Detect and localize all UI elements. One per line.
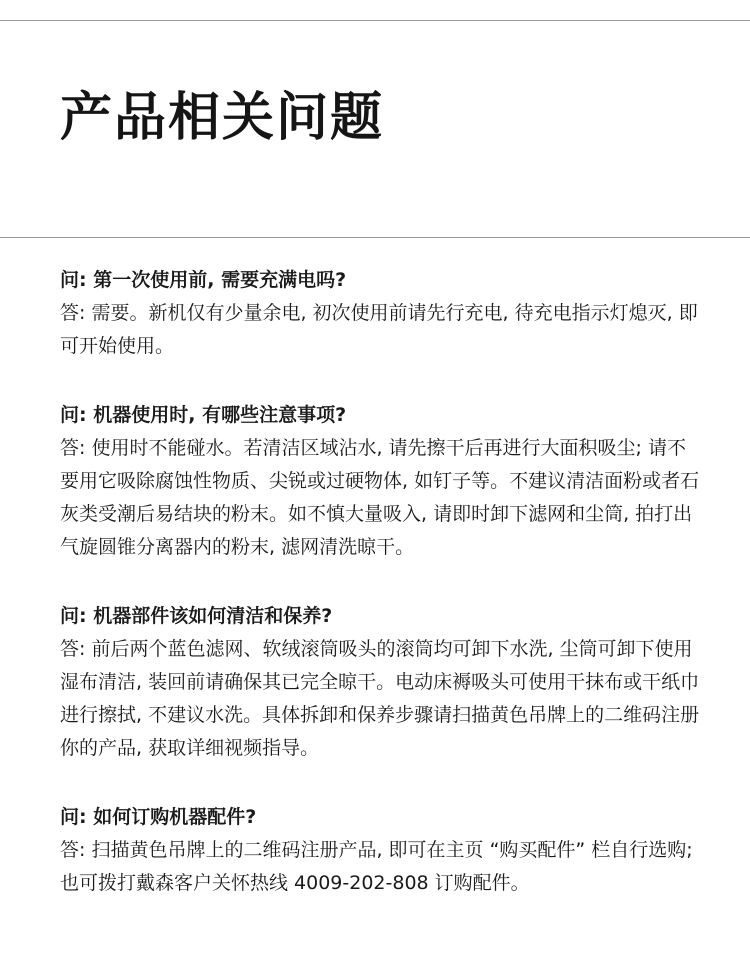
faq-question	[60, 264, 700, 297]
answer-prefix: 答:	[60, 302, 86, 324]
faq-question	[60, 399, 700, 432]
faq-item	[60, 264, 700, 363]
faq-answer	[60, 432, 700, 564]
question-text: 如何订购机器配件?	[93, 806, 257, 828]
faq-answer	[60, 834, 700, 900]
answer-text: 扫描黄色吊牌上的二维码注册产品, 即可在主页 “购买配件” 栏自行选购; 也可拨打戴森客户关怀热线 4009-202-808 订购配件。	[60, 839, 693, 894]
question-prefix: 问:	[60, 404, 87, 426]
answer-text: 需要。新机仅有少量余电, 初次使用前请先行充电, 待充电指示灯熄灭, 即可开始使用。	[60, 302, 698, 357]
question-prefix: 问:	[60, 806, 87, 828]
answer-text: 使用时不能碰水。若清洁区域沾水, 请先擦干后再进行大面积吸尘; 请不要用它吸除腐蚀性物质、尖锐或过硬物体, 如钉子等。不建议清洁面粉或者石灰类受潮后易结块的粉末。如不慎大量吸入, 请即时卸下滤网和尘筒, 拍打出气旋圆锥分离器内的粉末, 滤网清洗晾干。	[60, 437, 700, 558]
faq-question	[60, 801, 700, 834]
answer-prefix: 答:	[60, 437, 86, 459]
answer-text: 前后两个蓝色滤网、软绒滚筒吸头的滚筒均可卸下水洗, 尘筒可卸下使用湿布清洁, 装回前请确保其已完全晾干。电动床褥吸头可使用干抹布或干纸巾进行擦拭, 不建议水洗。具体拆卸和保养步骤请扫描黄色吊牌上的二维码注册你的产品, 获取详细视频指导。	[60, 638, 700, 759]
question-text: 机器部件该如何清洁和保养?	[93, 605, 333, 627]
answer-prefix: 答:	[60, 839, 86, 861]
faq-question	[60, 600, 700, 633]
faq-answer	[60, 297, 700, 363]
question-text: 第一次使用前, 需要充满电吗?	[93, 269, 347, 291]
faq-item	[60, 801, 700, 900]
question-text: 机器使用时, 有哪些注意事项?	[93, 404, 347, 426]
page-title: 产品相关问题	[60, 88, 385, 148]
question-prefix: 问:	[60, 269, 87, 291]
faq-item	[60, 399, 700, 564]
question-prefix: 问:	[60, 605, 87, 627]
faq-list	[60, 264, 700, 936]
answer-prefix: 答:	[60, 638, 86, 660]
faq-answer	[60, 633, 700, 765]
faq-item	[60, 600, 700, 765]
